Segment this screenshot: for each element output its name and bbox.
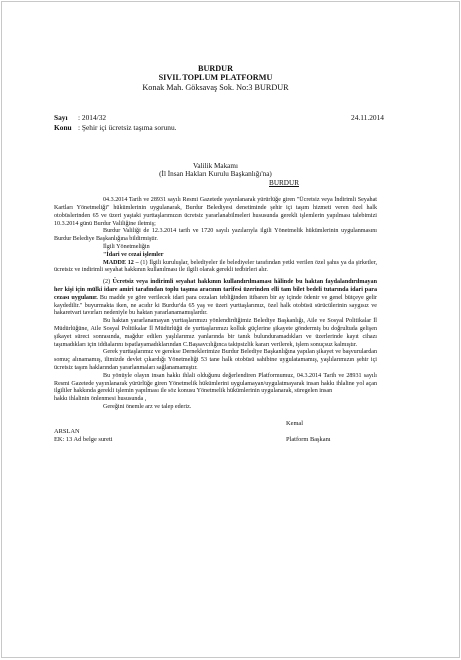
article-clause-1: (1) İlgili kuruluşlar, belediyeler ile belediyeler tarafından yetki verilen özel şahıs ya da şirketler, ücretsiz ve indirimli seyahat hakkının kullanılması ile ilgili olarak gerekli tedbirleri alır.	[54, 259, 378, 274]
clause-number: (2)	[103, 279, 111, 286]
konu-label: Konu	[54, 122, 72, 132]
article-number: MADDE 12 –	[103, 259, 139, 266]
recipient-address	[54, 162, 377, 187]
konu-row	[54, 123, 377, 132]
paragraph-11: Gereğini önemle arz ve talep ederiz.	[103, 403, 192, 410]
recipient-line-1: Valilik Makamı	[193, 162, 238, 170]
signer-first-name: Kemal	[286, 419, 304, 427]
letter-body	[54, 197, 377, 412]
letterhead-org: SIVIL TOPLUM PLATFORMU	[158, 73, 273, 83]
sayi-label: Sayı	[54, 113, 68, 123]
recipient-city: BURDUR	[269, 178, 299, 187]
document-content	[54, 64, 384, 452]
paragraph-3: İlgili Yönetmeliğin	[103, 244, 150, 250]
letterhead	[54, 64, 377, 92]
paragraph-5	[54, 260, 377, 276]
paragraph-6	[54, 279, 377, 318]
letterhead-city: BURDUR	[197, 64, 234, 73]
signature-block	[54, 420, 377, 452]
letterhead-address: Konak Mah. Göksavaş Sok. No:3 BURDUR	[142, 82, 289, 92]
document-date: 24.11.2014	[351, 113, 384, 123]
attachment-note: EK: 13 Ad belge sureti	[54, 435, 113, 443]
document-page	[1, 1, 460, 658]
sayi-value: : 2014/32	[78, 113, 107, 123]
paragraph-1: 04.3.2014 Tarih ve 28931 sayılı Resmi Gazetede yayınlanarak yürürlüğe giren "Ücretsiz veya İndirimli Seyahat Kartları Yönetmeliği" hükümlerinin uygulanarak, Burdur Belediyesi denetiminde şehir içi taşım hizmeti veren özel halk otobüslerinden 65 ve üzeri yaştaki yurttaşlarımızın ücretsiz yararlanabilmeleri hususunda gerekli işlemlerin yapılması talebimizi 10.3.2014 günü Burdur Valiliğine iletmiş;	[54, 197, 377, 227]
document-meta	[54, 113, 384, 132]
paragraph-10: hakkı ihlalinin önlenmesi hususunda ,	[54, 396, 147, 403]
paragraph-2: Burdur Valiliği de 12.3.2014 tarih ve 1720 sayılı yazılarıyla ilgili Yönetmelik hükümlerinin uygulanmasını Burdur Belediye Başkanlığına bildirmiştir.	[54, 228, 377, 243]
signer-title: Platform Başkanı	[286, 435, 331, 443]
paragraph-8: Gerek yurttaşlarımız ve gerekse Derneklerimize Burdur Belediye Başkanlığına yapılan şikayet ve başvurulardan somuç alınamamış, ilimizde devlet çıkardığı Yönetmeliği 53 tane halk otobüsü sahibine uygulatamamış, yaşlılarımızın şehir içi ücretsiz taşım haklarından yararlanmaları sağlanamamıştır.	[54, 349, 377, 371]
clause-rest-text: Bu madde ye göre verilecek idari para cezaları tebliğinden itibaren bir ay içinde ödenir ve genel bütçeye gelir kaydedilir." buyurmakta iken, ne acıdır ki Burdur'da 65 yaş ve üzeri yurttaşlarımız, özel halk otobüsü sürücülerinin saygısız ve hakaretvari tavırları nedeniyle bu haktan yararlanamamışlardır.	[54, 294, 377, 317]
paragraph-4: "İdari ve cezai işlemler	[103, 251, 164, 258]
konu-value: : Şehir içi ücretsiz taşıma sorunu.	[78, 122, 177, 132]
paragraph-7: Bu haktan yararlanamayan yurttaşlarımızı yönlendirdiğimiz Belediye Başkanlığı, Aile ve Sosyal Politikalar İl Müdürlüğüne, Aile Sosyal Politikalar İl Müdürlüğü de yurttaşlarımızı kolluk güçlerine şikayete göndermiş bu doğrultuda gelişen şikayet süreci sonrasında, mağdur edilen yaşlılarımız yanlarında bir tanık bulunduramadıkları ve üzerlerinde kayıt cihazı taşımadıkları için iddialarını ispatlayamadıklarından C.Başsavcılığınca takipsizlik kararı verilerek, işlem sonuçsuz kalmıştır.	[54, 318, 377, 348]
sayi-row	[54, 113, 384, 123]
recipient-line-2: (İl İnsan Hakları Kurulu Başkanlığı'na)	[159, 170, 272, 179]
signer-last-name: ARSLAN	[54, 427, 80, 435]
clause-bold-text: Ücretsiz veya indirimli seyahat hakkının kullandırılmaması hâlinde bu haktan faydalandırılmayan her kişi için mülki idare amiri tarafından toplu taşıma aracının tarifesi üzerinden elli tam bilet bedeli tutarında idari para cezası uygulanır.	[54, 279, 377, 301]
paragraph-9: Bu yönüyle olayın insan hakkı ihlali olduğunu değerlendiren Platformumuz, 04.3.2014 Tarih ve 28931 sayılı Resmi Gazetede yayınlanarak yürürlüğe giren Yönetmelik hükümlerini uygulamayan/uygulatmayarak insan hakkı ihlaline yol açan ilgililer hakkında gerekli işlemin yapılması ile söz konusu Yönetmelik hükümlerinin uygulanarak, süregelen insan	[54, 372, 377, 395]
